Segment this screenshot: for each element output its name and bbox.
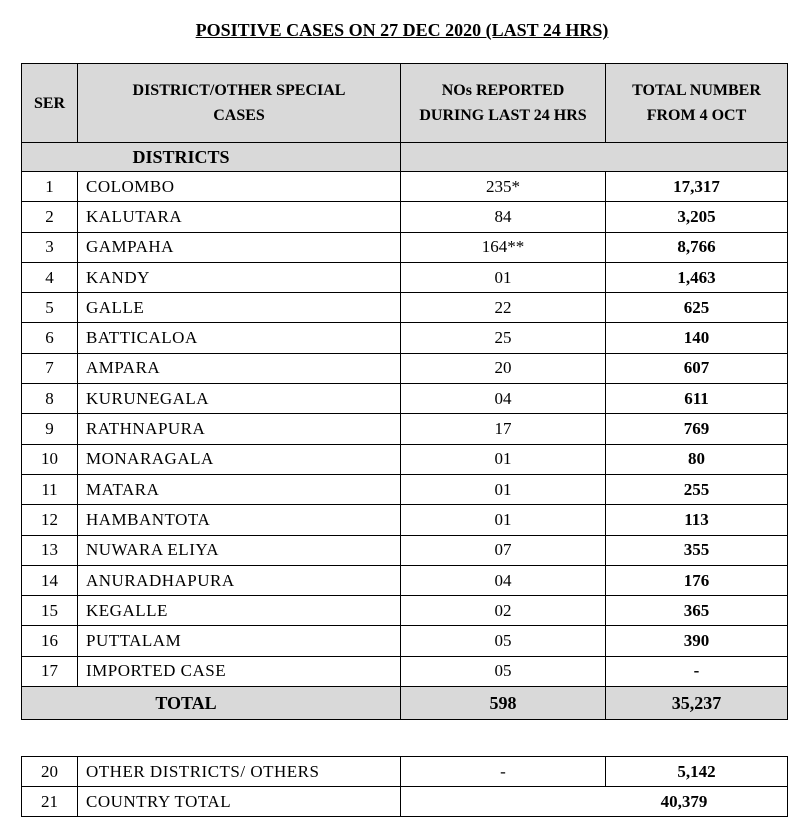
table-row [22,596,788,626]
district-cell: NUWARA ELIYA [78,535,401,565]
extra-name: COUNTRY TOTAL [78,787,401,817]
table-row [22,535,788,565]
table-row [22,474,788,504]
district-cell: ANURADHAPURA [78,565,401,595]
table-row [22,353,788,383]
extra-ser: 20 [22,757,78,787]
total-cell: - [606,656,788,686]
district-cell: RATHNAPURA [78,414,401,444]
district-cell: HAMBANTOTA [78,505,401,535]
total-cell: 607 [606,353,788,383]
extra-ser: 21 [22,787,78,817]
table-row [22,384,788,414]
ser-cell: 9 [22,414,78,444]
total-label: TOTAL [22,687,401,720]
district-cell: GALLE [78,293,401,323]
extra-row-others [22,757,788,787]
district-cell: BATTICALOA [78,323,401,353]
table-row [22,414,788,444]
extra-last24: - [401,757,606,787]
extra-table [21,756,788,817]
ser-cell: 1 [22,172,78,202]
total-cell: 255 [606,474,788,504]
district-cell: KURUNEGALA [78,384,401,414]
extra-total: 5,142 [606,757,788,787]
total-cell: 80 [606,444,788,474]
last24-cell: 02 [401,596,606,626]
table-row [22,172,788,202]
table-row [22,565,788,595]
last24-cell: 25 [401,323,606,353]
extra-total: 40,379 [401,787,788,817]
table-row [22,656,788,686]
last24-cell: 04 [401,565,606,595]
section-label: DISTRICTS [22,143,401,172]
last24-cell: 07 [401,535,606,565]
total-cell: 3,205 [606,202,788,232]
ser-cell: 15 [22,596,78,626]
last24-cell: 164** [401,232,606,262]
last24-cell: 01 [401,474,606,504]
last24-cell: 17 [401,414,606,444]
district-cell: GAMPAHA [78,232,401,262]
ser-cell: 5 [22,293,78,323]
extra-name: OTHER DISTRICTS/ OTHERS [78,757,401,787]
total-cell: 625 [606,293,788,323]
district-cell: AMPARA [78,353,401,383]
cases-table [21,63,788,720]
total-cell: 113 [606,505,788,535]
last24-cell: 05 [401,656,606,686]
total-cell: 1,463 [606,262,788,292]
ser-cell: 16 [22,626,78,656]
ser-cell: 12 [22,505,78,535]
table-row [22,262,788,292]
last24-cell: 01 [401,505,606,535]
ser-cell: 4 [22,262,78,292]
table-row [22,323,788,353]
ser-cell: 6 [22,323,78,353]
district-cell: MONARAGALA [78,444,401,474]
total-last24: 598 [401,687,606,720]
last24-cell: 01 [401,262,606,292]
total-cell: 769 [606,414,788,444]
table-row [22,232,788,262]
total-cell: 611 [606,384,788,414]
page-title: POSITIVE CASES ON 27 DEC 2020 (LAST 24 HRS) [195,20,609,40]
district-cell: KALUTARA [78,202,401,232]
last24-cell: 22 [401,293,606,323]
table-row [22,626,788,656]
ser-cell: 14 [22,565,78,595]
table-row [22,202,788,232]
ser-cell: 3 [22,232,78,262]
ser-cell: 17 [22,656,78,686]
section-blank [401,143,788,172]
last24-cell: 84 [401,202,606,232]
header-last24: NOs REPORTED DURING LAST 24 HRS [401,64,606,143]
total-cell: 140 [606,323,788,353]
ser-cell: 8 [22,384,78,414]
total-total: 35,237 [606,687,788,720]
last24-cell: 01 [401,444,606,474]
section-row [22,143,788,172]
table-row [22,505,788,535]
last24-cell: 235* [401,172,606,202]
total-cell: 8,766 [606,232,788,262]
extra-row-country-total [22,787,788,817]
total-row [22,687,788,720]
last24-cell: 04 [401,384,606,414]
district-cell: IMPORTED CASE [78,656,401,686]
last24-cell: 20 [401,353,606,383]
header-ser: SER [22,64,78,143]
district-cell: PUTTALAM [78,626,401,656]
district-cell: KANDY [78,262,401,292]
district-cell: MATARA [78,474,401,504]
district-cell: KEGALLE [78,596,401,626]
district-cell: COLOMBO [78,172,401,202]
ser-cell: 10 [22,444,78,474]
total-cell: 355 [606,535,788,565]
ser-cell: 11 [22,474,78,504]
header-total: TOTAL NUMBER FROM 4 OCT [606,64,788,143]
total-cell: 390 [606,626,788,656]
ser-cell: 2 [22,202,78,232]
total-cell: 176 [606,565,788,595]
ser-cell: 13 [22,535,78,565]
ser-cell: 7 [22,353,78,383]
table-row [22,444,788,474]
last24-cell: 05 [401,626,606,656]
total-cell: 365 [606,596,788,626]
table-header-row [22,64,788,143]
total-cell: 17,317 [606,172,788,202]
table-row [22,293,788,323]
header-district: DISTRICT/OTHER SPECIAL CASES [78,64,401,143]
